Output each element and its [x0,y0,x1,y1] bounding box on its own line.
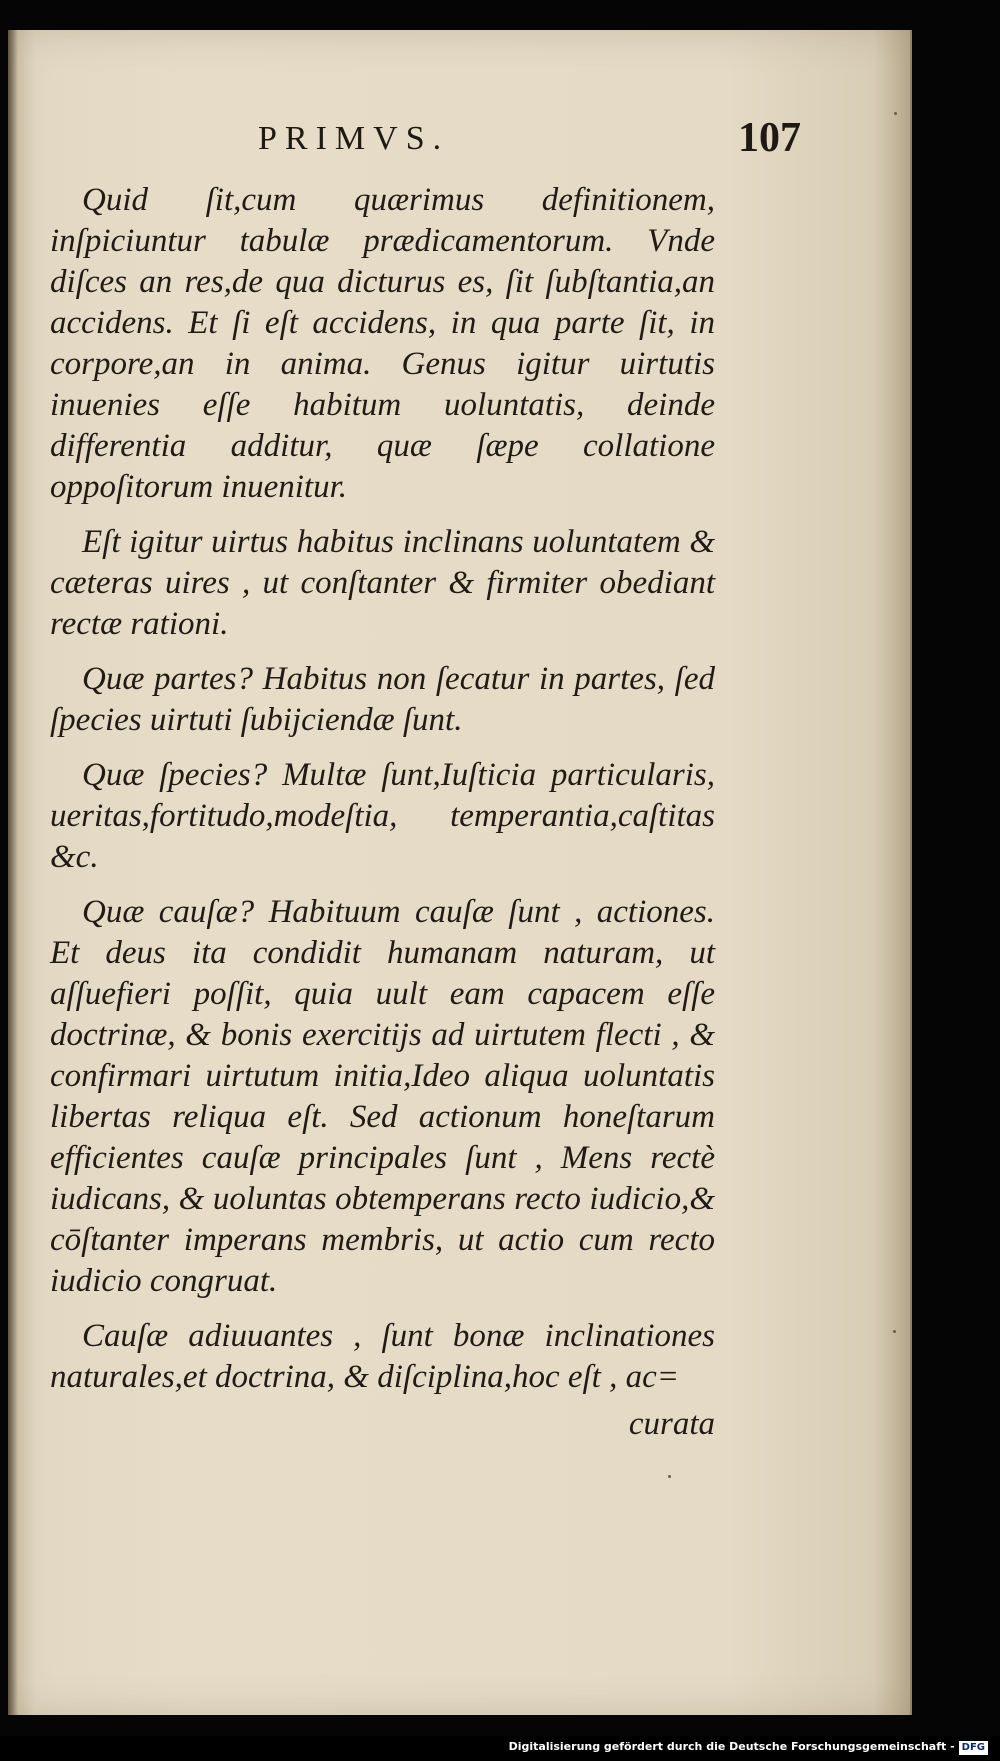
footer-band [0,1736,1000,1761]
paragraph-virtue-definition: Eſt igitur uirtus habitus inclinans uoluntatem & cæteras uires , ut conſtanter & firmiter obediant rectæ rationi. [50,524,715,642]
running-head: PRIMVS. [258,120,450,157]
paper-speck [893,1330,896,1333]
paragraph-auxiliary-causes: Cauſæ adiuuantes , ſunt bonæ inclinationes naturales,et doctrina, & diſciplina,hoc eſt , ac= [50,1318,715,1395]
page-header [8,115,910,170]
dfg-logo: DFG [959,1741,988,1755]
paragraph-definition: Quid ſit,cum quærimus definitionem, inſpiciuntur tabulæ prædicamentorum. Vnde diſces an res,de qua dicturus es, ſit ſubſtantia,an accidens. Et ſi eſt accidens, in qua parte ſit, in corpore,an in anima. Genus igitur uirtutis inuenies eſſe habitum uoluntatis, deinde differentia additur, quæ ſæpe collatione oppoſitorum inuenitur. [50,182,715,505]
page-number: 107 [738,115,801,161]
paper-speck [668,1475,671,1478]
book-page [8,30,912,1715]
gutter-shadow [8,30,18,1715]
paragraph-causes: Quæ cauſæ? Habituum cauſæ ſunt , actiones. Et deus ita condidit humanam naturam, ut aſſuefieri poſſit, quia uult eam capacem eſſe doctrinæ, & bonis exercitijs ad uirtutem flecti , & confirmari uirtutum initia,Ideo aliqua uoluntatis libertas reliqua eſt. Sed actionum honeſtarum efficientes cauſæ principales ſunt , Mens rectè iudicans, & uoluntas obtemperans recto iudicio,& cōſtanter imperans membris, ut actio cum recto iudicio congruat. [50,894,715,1299]
paragraph-parts: Quæ partes? Habitus non ſecatur in partes, ſed ſpecies uirtuti ſubijciendæ ſunt. [50,661,715,738]
credit-text: Digitalisierung gefördert durch die Deutsche Forschungsgemeinschaft - [508,1740,955,1753]
body-text [50,180,715,1445]
digitization-credit [509,1740,988,1755]
paragraph-species: Quæ ſpecies? Multæ ſunt,Iuſticia particularis, ueritas,fortitudo,modeſtia, temperantia,caſtitas &c. [50,757,715,875]
paper-speck [894,112,897,115]
catchword: curata [628,1406,715,1442]
